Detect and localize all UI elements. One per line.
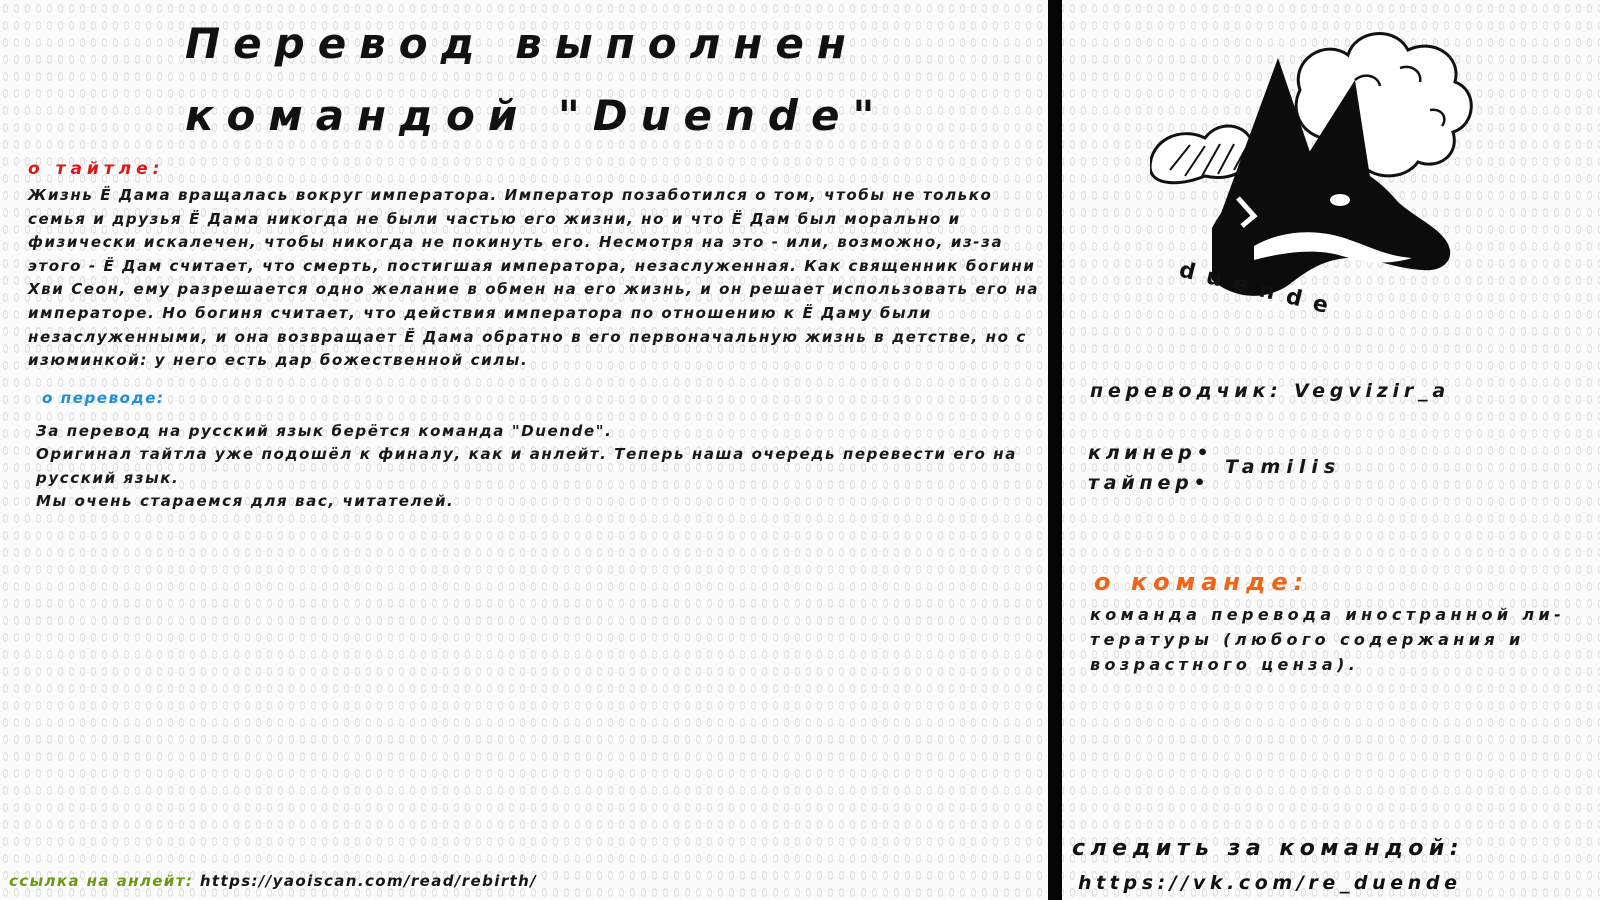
- about-team-heading: о команде:: [1094, 568, 1310, 596]
- anleit-link-url[interactable]: https://yaoiscan.com/read/rebirth/: [199, 872, 538, 890]
- synopsis-text: Жизнь Ё Дама вращалась вокруг императора. Император позаботился о том, чтобы не только семья и друзья Ё Дама никогда не были частью его жизни, но и что Ё Дам был морально и физически искалечен, чтобы никогда не покинуть его. Несмотря на это - или, возможно, из-за этого - Ё Дам считает, что смерть, постигшая императора, незаслуженная. Как священник богини Хви Сеон, ему разрешается одно желание в обмен на его жизнь, и он решает использовать его на императоре. Но богиня считает, что действия императора по отношению к Ё Даму были незаслуженными, и она возвращает Ё Дама обратно в его первоначальную жизнь в детстве, но с изюминкой: у него есть дар божественной силы.: [28, 186, 1040, 370]
- title-line-1: Перевод выполнен: [185, 19, 859, 68]
- translator-credit: переводчик: Vegvizir_a: [1090, 380, 1450, 402]
- translation-line-3: Мы очень стараемся для вас, читателей.: [36, 492, 455, 511]
- follow-team-link[interactable]: https://vk.com/re_duende: [1078, 872, 1462, 894]
- page-title: [185, 8, 925, 152]
- vertical-divider: [1048, 0, 1062, 900]
- translation-line-2: Оригинал тайтла уже подошёл к финалу, как и анлейт. Теперь наша очередь перевести его на русский язык.: [36, 445, 1017, 487]
- about-team-text: команда перевода иностранной ли-тературы (любого содержания и возрастного ценза).: [1090, 605, 1566, 674]
- anleit-link-row: [9, 872, 537, 890]
- logo-wordmark: [1178, 254, 1378, 324]
- about-translation-text: [36, 420, 1036, 514]
- translation-line-1: За перевод на русский язык берётся команда "Duende".: [36, 422, 613, 440]
- logo-wordmark-text: duende: [1178, 257, 1343, 322]
- about-translation-heading: о переводе:: [42, 389, 165, 407]
- follow-team-heading: следить за командой:: [1072, 836, 1465, 861]
- cleaner-label: клинер•: [1088, 442, 1214, 464]
- typer-label: тайпер•: [1088, 472, 1211, 494]
- anleit-link-label: ссылка на анлейт:: [9, 872, 194, 890]
- title-line-2: командой "Duende": [185, 91, 888, 140]
- cleaner-typer-name: Tamilis: [1225, 456, 1342, 478]
- about-title-heading: о тайтле:: [28, 159, 165, 179]
